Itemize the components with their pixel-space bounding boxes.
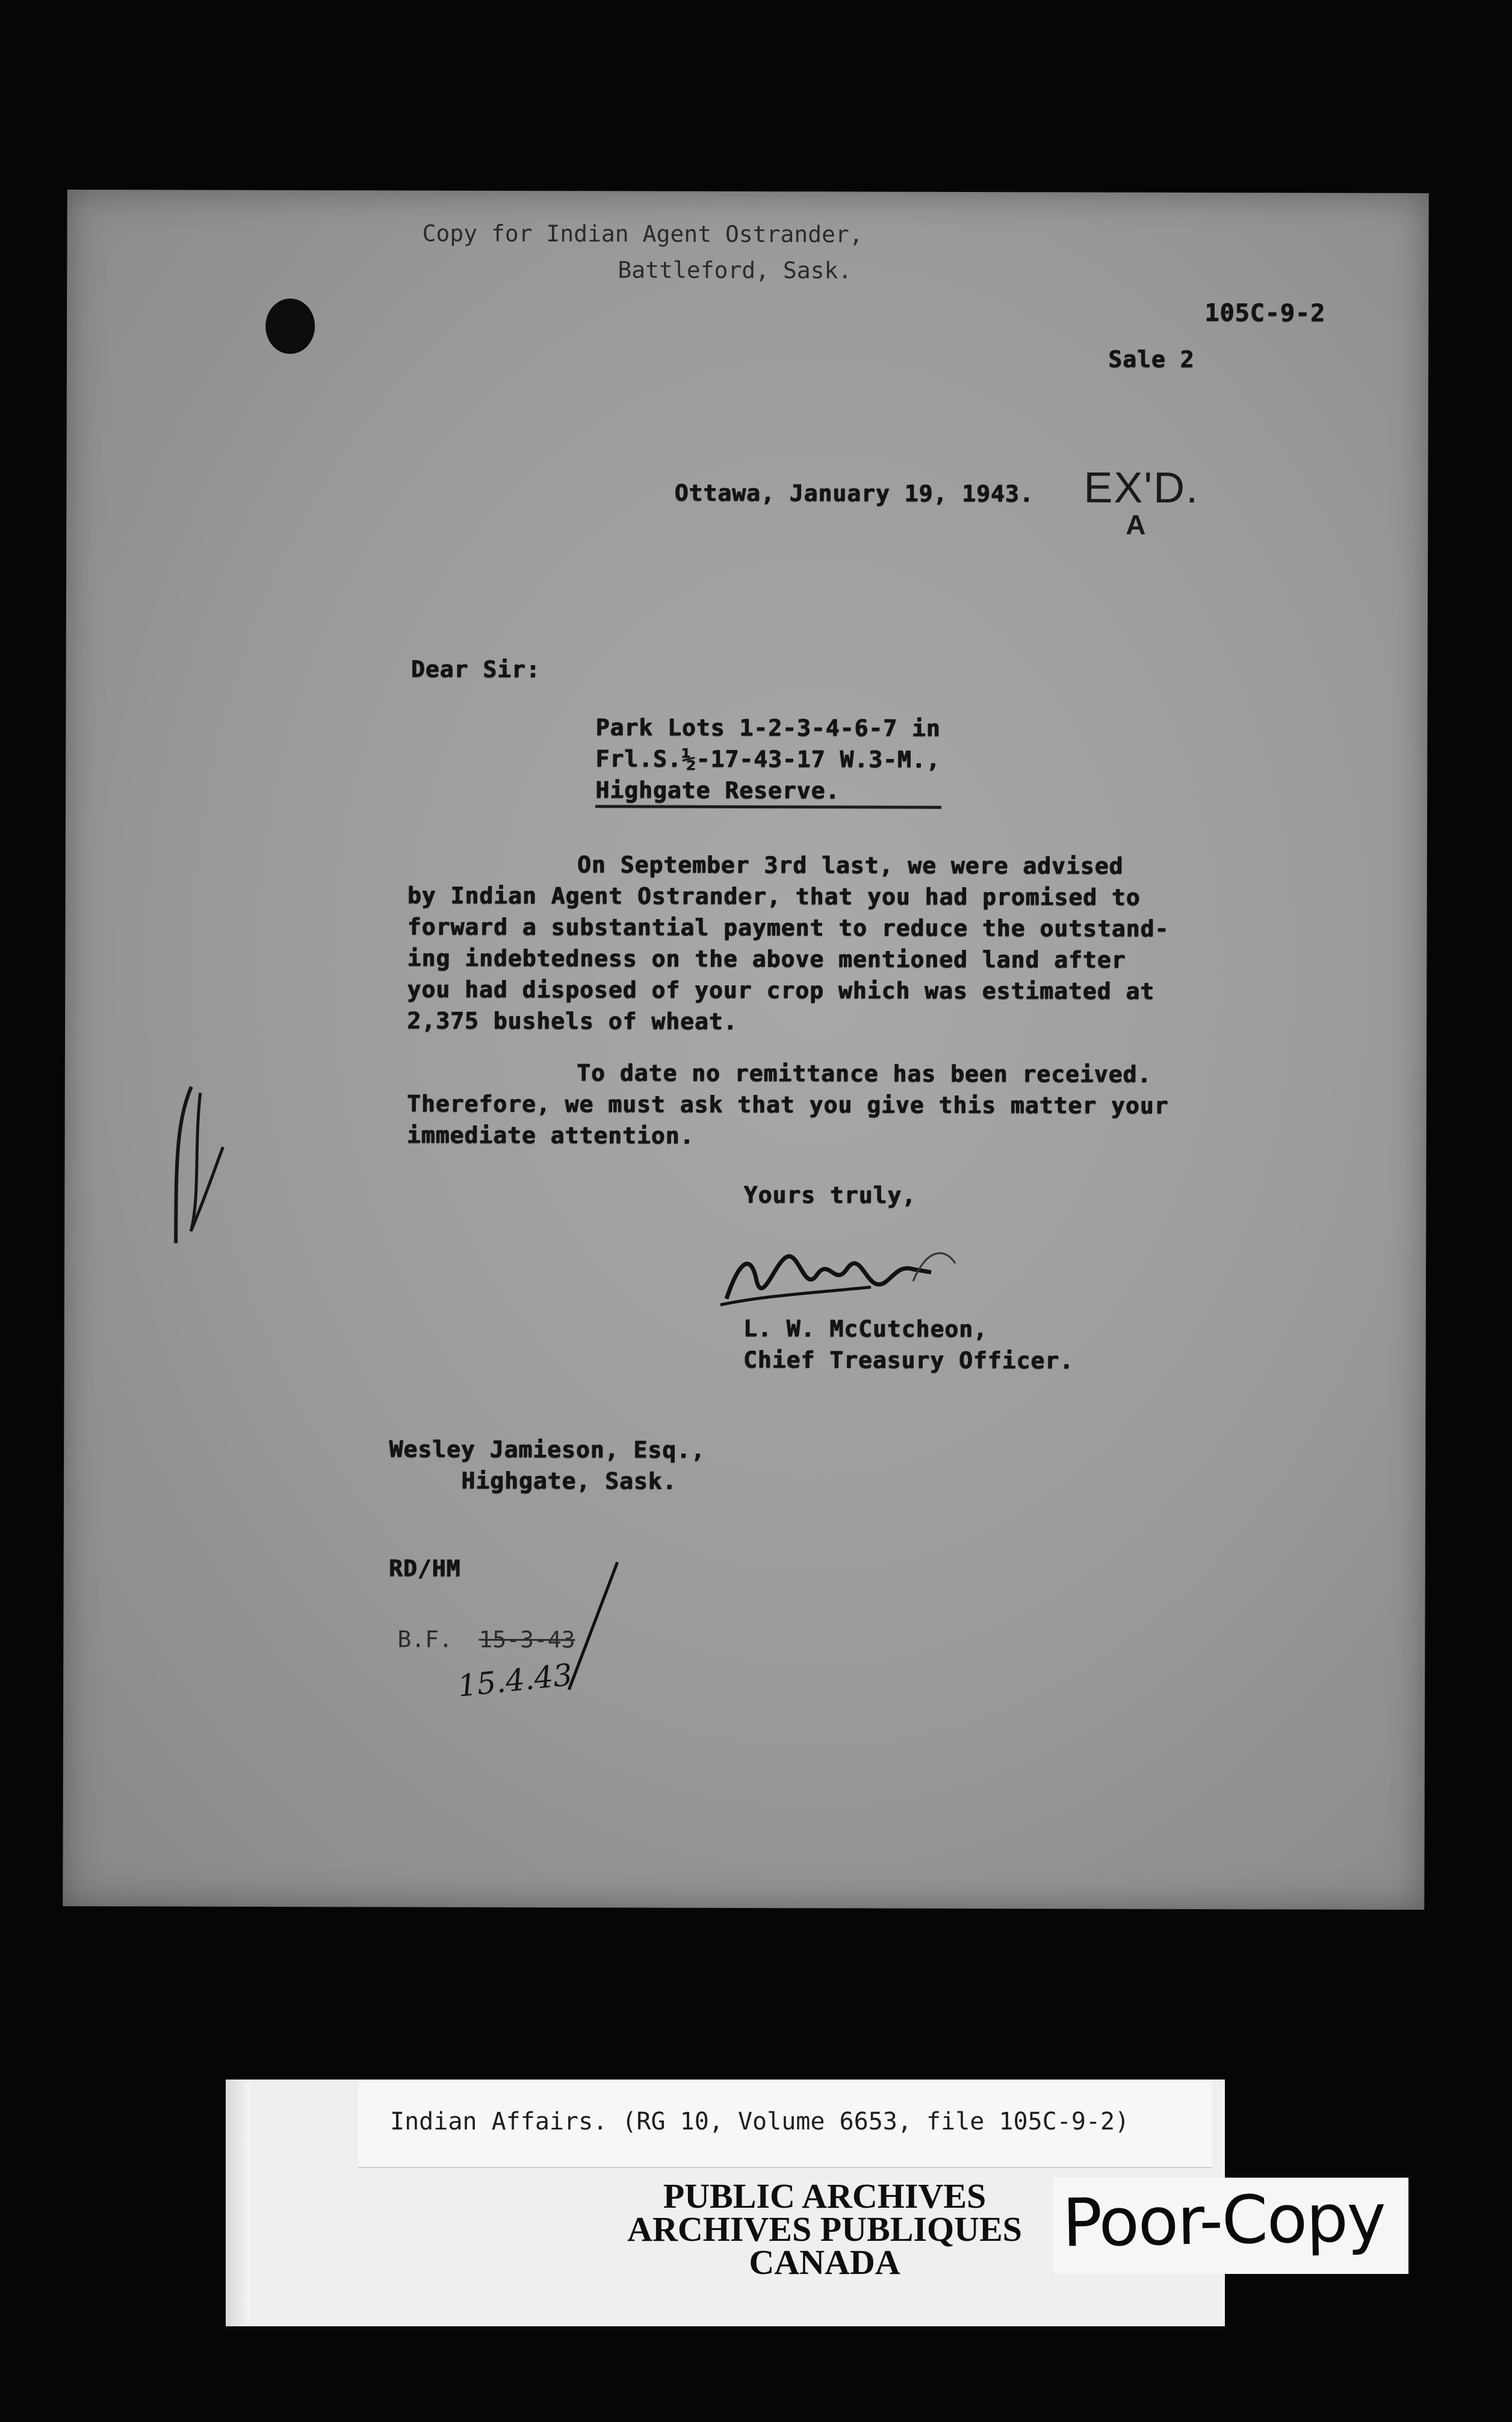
closing: Yours truly, [743,1181,916,1209]
paragraph-1-line-3: forward a substantial payment to reduce the outstand- [407,913,1170,942]
paragraph-1-line-6: 2,375 bushels of wheat. [407,1007,738,1035]
examined-stamp-mark: A [1126,509,1146,540]
file-reference: 105C-9-2 [1204,299,1325,327]
punch-hole [265,299,315,354]
archive-reference: Indian Affairs. (RG 10, Volume 6653, file 105C-9-2) [390,2108,1130,2136]
bring-forward-slash [557,1557,624,1696]
paragraph-2-line-1: To date no remittance has been received. [576,1059,1152,1088]
margin-handwritten-mark [158,1074,231,1255]
archive-name-line-2: ARCHIVES PUBLIQUES [627,2210,1022,2249]
paragraph-2-line-3: immediate attention. [406,1121,695,1149]
paragraph-1-line-4: ing indebtedness on the above mentioned land after [407,944,1126,973]
signature-scribble [714,1227,967,1318]
salutation: Dear Sir: [411,655,541,683]
typist-initials: RD/HM [388,1555,461,1582]
subject-line-2: Frl.S.½-17-43-17 W.3-M., [595,745,941,773]
paragraph-1-line-2: by Indian Agent Ostrander, that you had promised to [407,882,1141,911]
letter-page [63,190,1428,1910]
archive-name-line-1: PUBLIC ARCHIVES [663,2176,987,2216]
paragraph-2-line-2: Therefore, we must ask that you give this matter your [406,1090,1169,1119]
paragraph-1-line-1: On September 3rd last, we were advised [577,851,1124,879]
addressee-line-2: Highgate, Sask. [461,1467,677,1494]
bring-forward-date-handwritten: 15.4.43 [456,1657,574,1704]
signer-title: Chief Treasury Officer. [743,1346,1074,1374]
bring-forward-date-struck: 15-3-43 [479,1626,575,1653]
signer-name: L. W. McCutcheon, [743,1315,988,1343]
subject-underline [595,805,941,809]
letter-date: Ottawa, January 19, 1943. [674,479,1034,507]
archive-name-line-3: CANADA [749,2243,900,2282]
quality-note: Poor-Copy [1061,2179,1386,2262]
addressee-line-1: Wesley Jamieson, Esq., [389,1436,705,1463]
subject-line-1: Park Lots 1-2-3-4-6-7 in [595,714,941,742]
copy-note-line-2: Battleford, Sask. [618,256,852,284]
examined-stamp: EX'D. [1083,463,1200,512]
copy-note-line-1: Copy for Indian Agent Ostrander, [422,220,863,248]
subject-line-3: Highgate Reserve. [595,776,840,804]
paragraph-1-line-5: you had disposed of your crop which was estimated at [407,976,1154,1005]
bring-forward-label: B.F. [397,1626,453,1653]
sale-number: Sale 2 [1108,345,1195,373]
label-edge [226,2080,250,2326]
